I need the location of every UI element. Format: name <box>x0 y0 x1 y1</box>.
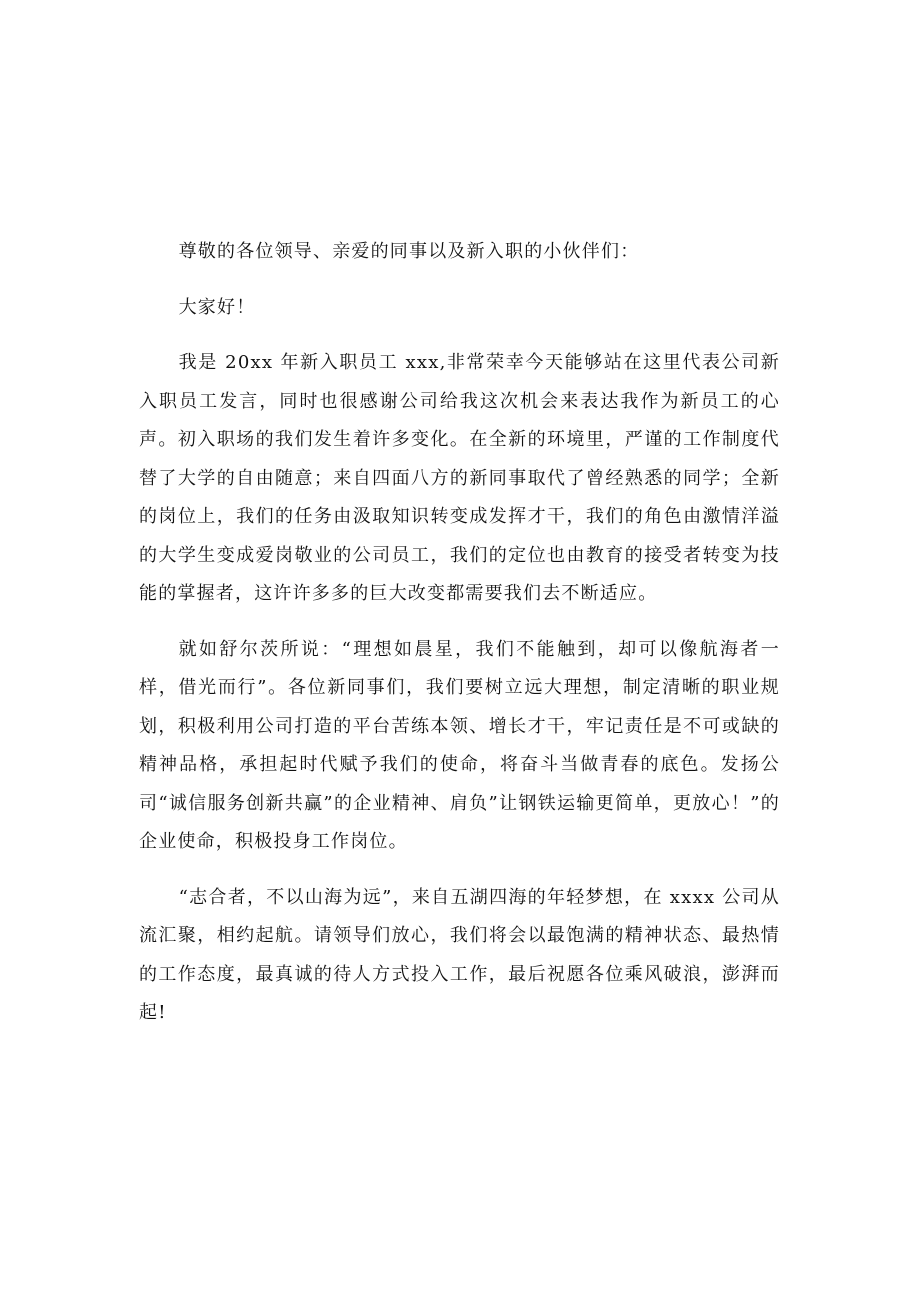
body-paragraph-introduction: 我是 20xx 年新入职员工 xxx,非常荣幸今天能够站在这里代表公司新入职员工发言，同时也很感谢公司给我这次机会来表达我作为新员工的心声。初入职场的我们发生着许多变化。在全新的环境里，严谨的工作制度代替了大学的自由随意；来自四面八方的新同事取代了曾经熟悉的同学；全新的岗位上，我们的任务由汲取知识转变成发挥才干，我们的角色由激情洋溢的大学生变成爱岗敬业的公司员工，我们的定位也由教育的接受者转变为技能的掌握者，这许许多多的巨大改变都需要我们去不断适应。 <box>139 352 780 604</box>
body-paragraph-ideals: 就如舒尔茨所说：“理想如晨星，我们不能触到，却可以像航海者一样，借光而行”。各位新同事们，我们要树立远大理想，制定清晰的职业规划，积极利用公司打造的平台苦练本领、增长才干，牢记责任是不可或缺的精神品格，承担起时代赋予我们的使命，将奋斗当做青春的底色。发扬公司“诚信服务创新共赢”的企业精神、肩负”让钢铁运输更简单，更放心！”的企业使命，积极投身工作岗位。 <box>139 638 780 852</box>
salutation: 尊敬的各位领导、亲爱的同事以及新入职的小伙伴们： <box>178 241 640 262</box>
greeting: 大家好！ <box>178 296 256 318</box>
paragraph-gap <box>139 862 780 879</box>
paragraph-gap <box>139 272 780 289</box>
paragraph-gap <box>139 327 780 344</box>
paragraph-gap <box>139 614 780 631</box>
body-paragraph-closing: “志合者，不以山海为远”，来自五湖四海的年轻梦想，在 xxxx 公司从流汇聚，相约起航。请领导们放心，我们将会以最饱满的精神状态、最热情的工作态度，最真诚的待人方式投入工作，最后祝愿各位乘风破浪，澎湃而起! <box>139 886 780 1023</box>
speech-document <box>139 233 780 1033</box>
